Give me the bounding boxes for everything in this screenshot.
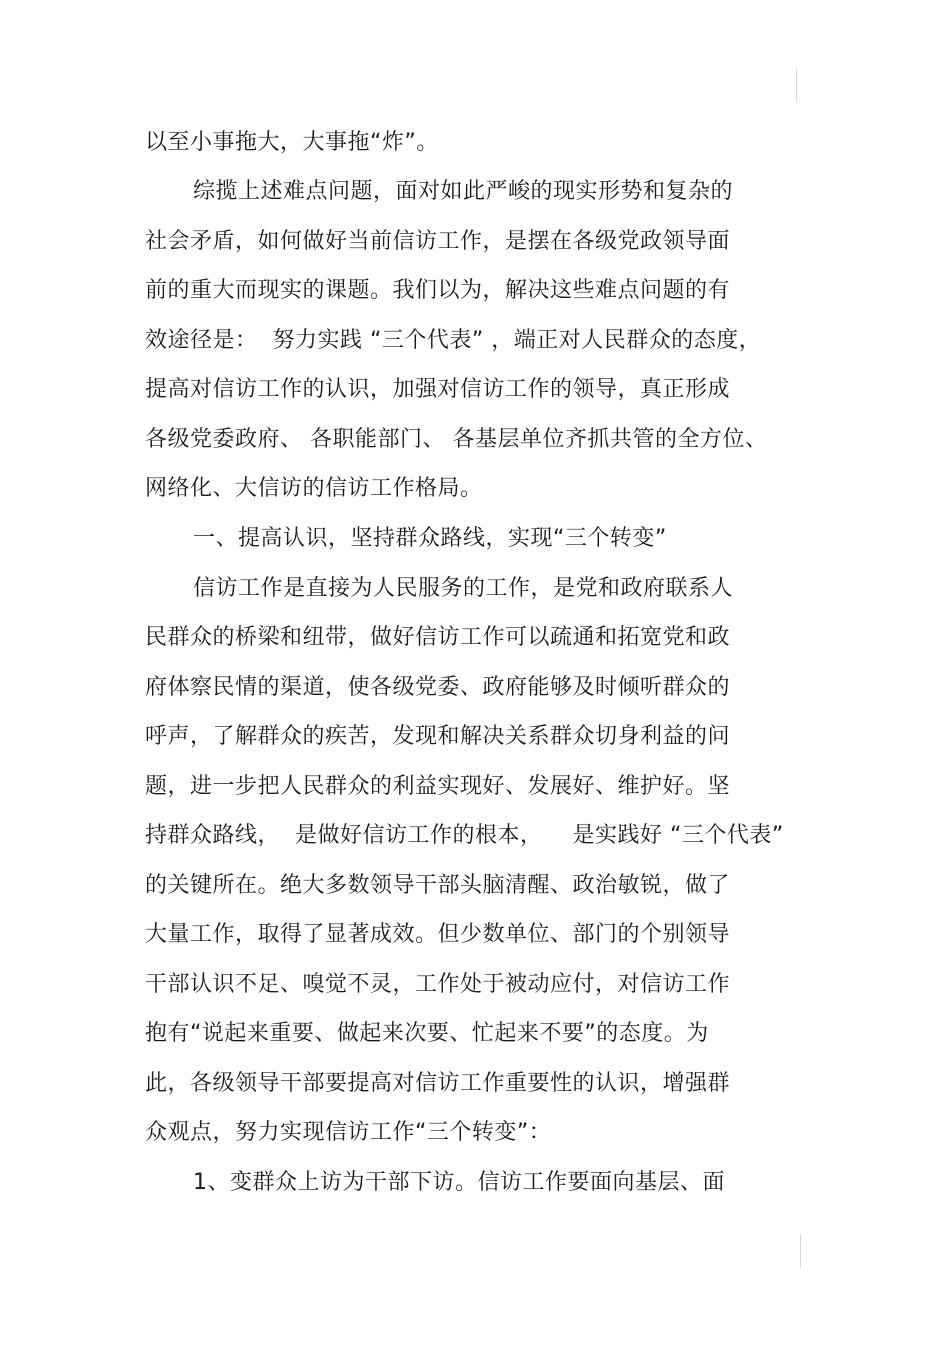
text-line: 提高对信访工作的认识，加强对信访工作的领导，真正形成 [145, 377, 731, 402]
text-line: 持群众路线， 是做好信访工作的根本， 是实践好 “三个代表” [145, 823, 784, 848]
text-line: 各级党委政府、 各职能部门、 各基层单位齐抓共管的全方位、 [145, 427, 768, 452]
paragraph-first-line: 信访工作是直接为人民服务的工作，是党和政府联系人 [193, 576, 734, 601]
text-line: 效途径是： 努力实践 “三个代表” ，端正对人民群众的态度， [145, 328, 762, 353]
text-line: 呼声，了解群众的疾苦，发现和解决关系群众切身利益的问 [145, 724, 731, 749]
text-line: 干部认识不足、嗅觉不灵，工作处于被动应付，对信访工作 [145, 972, 731, 997]
text-line: 府体察民情的渠道，使各级党委、政府能够及时倾听群众的 [145, 675, 731, 700]
text-line: 前的重大而现实的课题。我们以为，解决这些难点问题的有 [145, 278, 731, 303]
text-line: 的关键所在。绝大多数领导干部头脑清醒、政治敏锐，做了 [145, 873, 731, 898]
text-line: 题，进一步把人民群众的利益实现好、发展好、维护好。坚 [145, 774, 731, 799]
text-line: 网络化、大信访的信访工作格局。 [145, 476, 483, 501]
text-line: 抱有“说起来重要、做起来次要、忙起来不要”的态度。为 [145, 1021, 709, 1046]
list-item-first-line: 1、变群众上访为干部下访。信访工作要面向基层、面 [193, 1170, 725, 1195]
page-margin-mark-top [796, 68, 797, 102]
text-line: 社会矛盾，如何做好当前信访工作，是摆在各级党政领导面 [145, 229, 731, 254]
text-line: 此，各级领导干部要提高对信访工作重要性的认识，增强群 [145, 1071, 731, 1096]
text-line: 大量工作，取得了显著成效。但少数单位、部门的个别领导 [145, 922, 731, 947]
section-heading: 一、提高认识，坚持群众路线，实现“三个转变” [193, 526, 667, 551]
text-line: 民群众的桥梁和纽带，做好信访工作可以疏通和拓宽党和政 [145, 625, 731, 650]
paragraph-first-line: 综揽上述难点问题，面对如此严峻的现实形势和复杂的 [193, 179, 734, 204]
text-line: 以至小事拖大，大事拖“炸”。 [145, 130, 439, 155]
page-margin-mark-bottom [800, 1234, 801, 1268]
text-line: 众观点，努力实现信访工作“三个转变”： [145, 1120, 552, 1145]
